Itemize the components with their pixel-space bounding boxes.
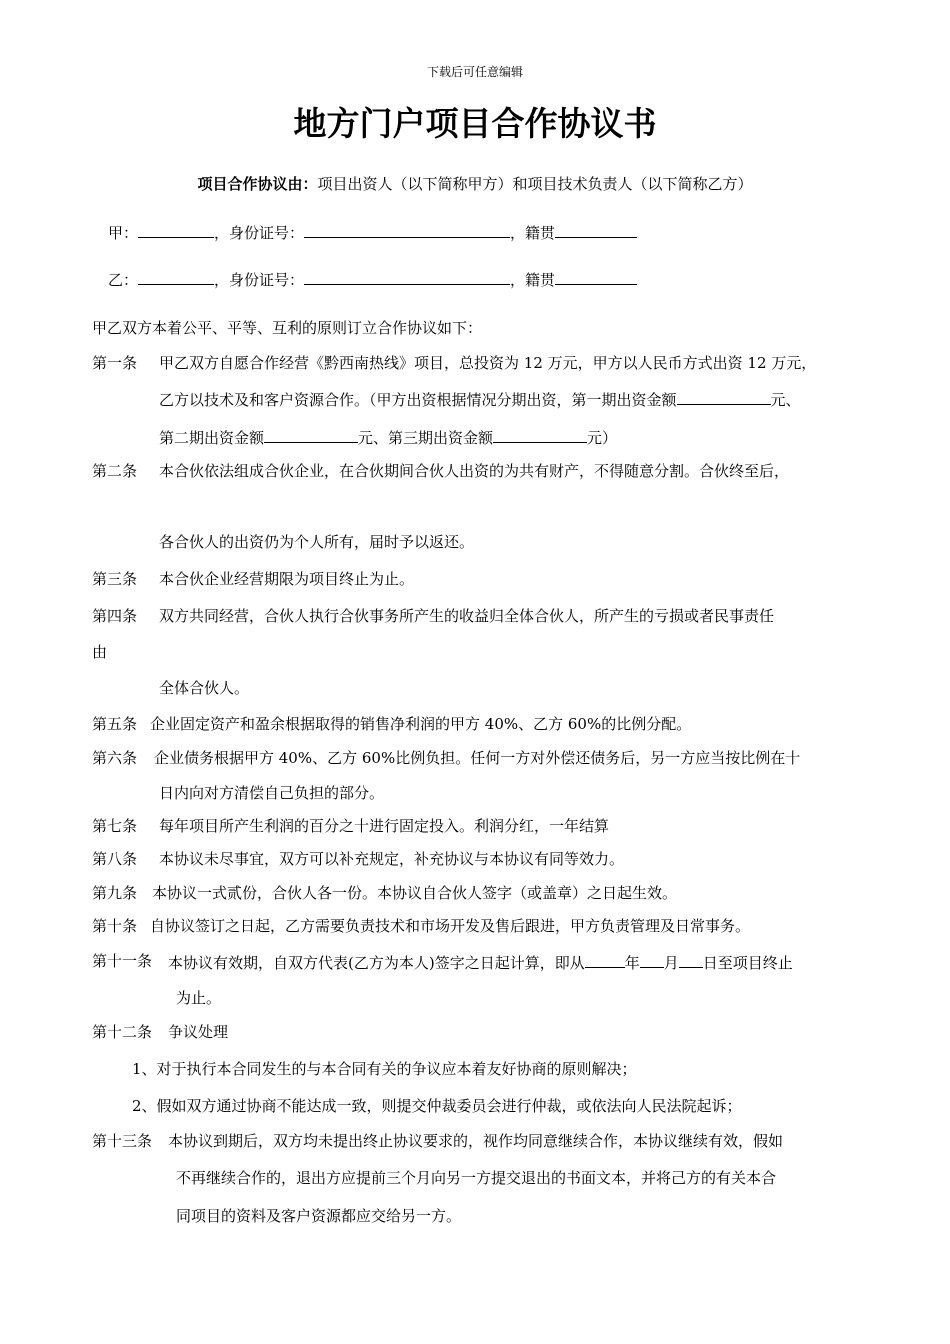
third-payment-blank: [493, 426, 587, 443]
article-11-line-2: 为止。: [176, 989, 222, 1007]
article-12-item-2: 2、假如双方通过协商不能达成一致，则提交仲裁委员会进行仲裁，或依法向人民法院起诉；: [132, 1097, 742, 1115]
article-8-line-1: 本协议未尽事宜，双方可以补充规定，补充协议与本协议有同等效力。: [159, 850, 625, 868]
party-b-name-blank: [138, 268, 214, 285]
article-9-label: 第九条: [92, 884, 138, 902]
second-payment-blank: [264, 426, 358, 443]
party-b-origin-blank: [555, 268, 637, 285]
intro-text: 项目出资人（以下简称甲方）和项目技术负责人（以下简称乙方）: [317, 175, 753, 193]
article-6-line-2: 日内向对方清偿自己负担的部分。: [159, 784, 385, 802]
article-1-line-3-text-b: 元、第三期出资金额: [358, 429, 494, 447]
article-1-line-2-unit: 元、: [770, 391, 801, 409]
article-1-label: 第一条: [92, 354, 138, 372]
party-b-origin-label: ，籍贯: [510, 271, 556, 289]
article-1-line-1: 甲乙双方自愿合作经营《黔西南热线》项目，总投资为 12 万元，甲方以人民币方式出资 12 万元，: [159, 354, 817, 372]
article-11-label: 第十一条: [92, 952, 153, 970]
first-payment-blank: [677, 388, 771, 405]
start-day-blank: [679, 951, 703, 968]
article-2-line-2: 各合伙人的出资仍为个人所有，届时予以返还。: [159, 533, 475, 551]
article-7-label: 第七条: [92, 817, 138, 835]
article-3-line-1: 本合伙企业经营期限为项目终止为止。: [159, 570, 415, 588]
article-7-line-1: 每年项目所产生利润的百分之十进行固定投入。利润分红，一年结算: [159, 817, 610, 835]
party-b-id-label: ，身份证号：: [214, 271, 305, 289]
article-1-line-2-text: 乙方以技术及和客户资源合作。（甲方出资根据情况分期出资，第一期出资金额: [159, 391, 677, 409]
party-a-origin-blank: [555, 221, 637, 238]
article-12-line-1: 争议处理: [168, 1023, 229, 1041]
article-13-line-1: 本协议到期后，双方均未提出终止协议要求的，视作均同意继续合作，本协议继续有效，假如: [168, 1132, 784, 1150]
party-b-id-blank: [304, 268, 510, 285]
month-label: 月: [663, 954, 679, 972]
intro-line: [0, 174, 950, 194]
header-note: 下载后可任意编辑: [426, 65, 523, 79]
article-1-line-3-text-c: 元）: [587, 429, 618, 447]
intro-label: 项目合作协议由：: [197, 175, 318, 193]
article-5-line-1: 企业固定资产和盈余根据取得的销售净利润的甲方 40%、乙方 60%的比例分配。: [150, 715, 692, 733]
party-a-name-blank: [138, 221, 214, 238]
party-a-line: [108, 221, 637, 243]
year-label: 年: [624, 954, 640, 972]
document-title: 地方门户项目合作协议书: [293, 104, 657, 143]
start-year-blank: [585, 951, 625, 968]
article-4-line-2: 全体合伙人。: [159, 679, 250, 697]
article-12-item-1: 1、对于执行本合同发生的与本合同有关的争议应本着友好协商的原则解决；: [132, 1060, 637, 1078]
article-13-label: 第十三条: [92, 1132, 153, 1150]
preamble: 甲乙双方本着公平、平等、互利的原则订立合作协议如下：: [92, 319, 483, 337]
article-4-line-1-wrap: 由: [92, 643, 108, 661]
article-10-label: 第十条: [92, 917, 138, 935]
article-6-label: 第六条: [92, 749, 138, 767]
article-3-label: 第三条: [92, 570, 138, 588]
article-2-label: 第二条: [92, 462, 138, 480]
article-4-label: 第四条: [92, 607, 138, 625]
party-a-id-blank: [304, 221, 510, 238]
article-9-line-1: 本协议一式贰份，合伙人各一份。本协议自合伙人签字（或盖章）之日起生效。: [152, 884, 678, 902]
article-13-line-3: 同项目的资料及客户资源都应交给另一方。: [176, 1207, 462, 1225]
article-11-line-1: [168, 951, 793, 973]
article-11-text-a: 本协议有效期，自双方代表(乙方为本人)签字之日起计算，即从: [168, 954, 585, 972]
article-13-line-2: 不再继续合作的，退出方应提前三个月向另一方提交退出的书面文本，并将己方的有关本合: [176, 1169, 777, 1187]
article-1-line-2: [159, 388, 801, 410]
article-1-line-3: [159, 426, 617, 448]
party-b-line: [108, 268, 637, 290]
article-10-line-1: 自协议签订之日起，乙方需要负责技术和市场开发及售后跟进，甲方负责管理及日常事务。: [150, 917, 751, 935]
party-b-prefix: 乙：: [108, 271, 139, 289]
article-4-line-1: 双方共同经营，合伙人执行合伙事务所产生的收益归全体合伙人，所产生的亏损或者民事责任: [159, 607, 775, 625]
party-a-prefix: 甲：: [108, 224, 139, 242]
start-month-blank: [640, 951, 664, 968]
party-a-origin-label: ，籍贯: [510, 224, 556, 242]
article-2-line-1: 本合伙依法组成合伙企业，在合伙期间合伙人出资的为共有财产，不得随意分割。合伙终至后，: [159, 462, 790, 480]
party-a-id-label: ，身份证号：: [214, 224, 305, 242]
article-6-line-1: 企业债务根据甲方 40%、乙方 60%比例负担。任何一方对外偿还债务后，另一方应当按比例在十: [154, 749, 801, 767]
article-5-label: 第五条: [92, 715, 138, 733]
article-8-label: 第八条: [92, 850, 138, 868]
article-11-text-b: 日至项目终止: [702, 954, 793, 972]
article-1-line-3-text-a: 第二期出资金额: [159, 429, 265, 447]
article-12-label: 第十二条: [92, 1023, 153, 1041]
